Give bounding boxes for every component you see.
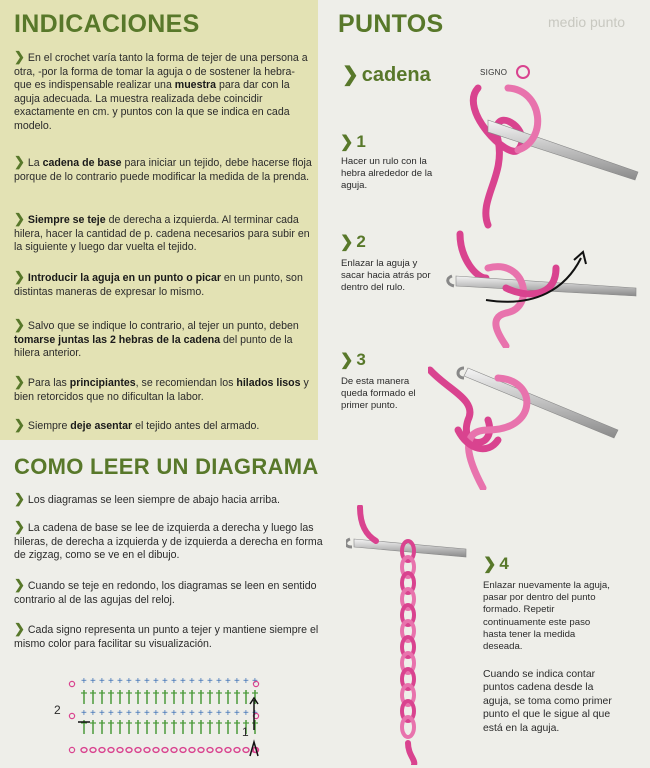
step-1-illustration [448,80,648,230]
svg-text:+: + [135,708,141,719]
svg-text:+: + [180,708,186,719]
step-2-number: ❯ 2 [340,232,366,251]
signo-label: SIGNO [480,68,508,77]
chevron-right-icon: ❯ [14,211,25,226]
indicacion-text: En el crochet varía tanto la forma de tejer de una persona a otra, -por la forma de tomar la aguja o de sostener la hebra- que es indispensable realizar una [14,52,308,92]
como-leer-text: La cadena de base se lee de izquierda a derecha y luego las hileras, de derecha a izquierda y de izquierda a derecha en forma de zigzag, como se ve en el dibujo. [14,522,323,562]
indicacion-item: ❯ Para las principiantes, se recomiendan los hilados lisos y bien retorcidos que no dificultan la labor. [14,374,309,403]
stitch-plus: + [243,676,249,687]
stitch-plus: + [252,676,258,687]
stitch-plus: + [153,676,159,687]
como-leer-item [14,492,334,508]
indicaciones-title: INDICACIONES [14,10,200,38]
svg-text:+: + [81,708,87,719]
step-4-text: Enlazar nuevamente la aguja, pasar por dentro del punto formado. Repetir continuamente este paso hasta tener la medida deseada. [483,580,610,653]
como-leer-text: Los diagramas se leen siempre de abajo hacia arriba. [27,494,280,506]
stitch-plus: + [207,676,213,687]
contar-note: Cuando se indica contar puntos cadena desde la aguja, se toma como primer punto el que le sigue al que está en la aguja. [483,669,612,734]
chevron-right-icon: ❯ [14,491,25,506]
indicacion-text: Siempre [27,420,71,432]
stitch-plus: + [90,676,96,687]
chevron-right-icon: ❯ [14,621,25,636]
indicacion-text: de derecha a izquierda. Al terminar cada hilera, hacer la cantidad de p. cadena necesarios para subir en la siguiente y luego dar vuelta el tejido. [14,214,310,254]
stitch-plus: + [234,676,240,687]
svg-text:+: + [189,708,195,719]
chevron-right-icon: ❯ [14,317,25,332]
como-leer-item [14,578,334,607]
stitch-plus: + [99,676,105,687]
como-leer-title: COMO LEER UN DIAGRAMA [14,454,319,479]
cadena-heading: ❯ cadena [342,64,431,86]
stitch-plus: + [144,676,150,687]
svg-text:+: + [171,708,177,719]
faded-header: medio punto [548,14,626,30]
svg-text:+: + [234,708,240,719]
chevron-right-icon: ❯ [14,49,25,64]
stitch-plus: + [225,676,231,687]
svg-text:+: + [108,708,114,719]
indicacion-bold: principiantes [69,377,136,389]
stitch-plus: + [81,676,87,687]
indicacion-bold: deje asentar [70,420,133,432]
indicacion-text: el tejido antes del armado. [132,420,260,432]
chevron-right-icon: ❯ [14,519,25,534]
indicacion-item [14,318,314,361]
svg-text:+: + [99,708,105,719]
indicacion-text: del punto de la hilera anterior. [14,333,293,360]
svg-text:+: + [153,708,159,719]
diagram-row-label-1: 1 [242,725,249,739]
indicacion-text: en un punto, son distintas maneras de expresar lo mismo. [14,272,303,298]
stitch-plus: + [171,676,177,687]
indicacion-text: para dar con la aguja adecuada. La muestra realizada debe coincidir exactamente en cm. y puntos con la que se indica en cada modelo. [14,79,290,132]
chevron-right-icon: ❯ [14,374,25,389]
svg-text:+: + [225,708,231,719]
puntos-title: PUNTOS [338,10,444,38]
svg-text:+: + [162,708,168,719]
indicacion-item [14,418,314,434]
indicacion-bold: hilados lisos [236,377,301,389]
step-4-number: ❯ 4 [483,554,509,573]
indicacion-item [14,155,314,184]
svg-text:+: + [216,708,222,719]
svg-text:+: + [207,708,213,719]
chevron-right-icon: ❯ [14,269,25,284]
svg-text:+: + [243,708,249,719]
svg-text:+: + [90,708,96,719]
svg-text:+: + [144,708,150,719]
step-4-illustration [346,505,476,765]
indicacion-text: para iniciar un tejido, debe hacerse floja porque de lo contrario puede modificar la medida de la prenda. [14,157,312,183]
indicacion-bold: Introducir la aguja en un punto o picar [27,272,221,284]
indicacion-bold: cadena de base [42,157,122,169]
step-3-text: De esta manera queda formado el primer punto. [341,376,416,412]
como-leer-item [14,622,334,651]
diagram-row-label-2: 2 [54,703,61,717]
chevron-right-icon: ❯ [14,154,25,169]
step-3-illustration [428,360,628,490]
indicacion-bold: muestra [174,79,216,92]
indicacion-item [14,50,314,134]
svg-text:+: + [198,708,204,719]
svg-text:+: + [252,708,258,719]
como-leer-item [14,520,334,563]
stitch-plus: + [162,676,168,687]
stitch-plus: + [117,676,123,687]
indicacion-item [14,212,314,255]
chevron-right-icon: ❯ [14,577,25,592]
indicacion-item [14,270,314,299]
stitch-plus: + [180,676,186,687]
step-1-number: ❯ 1 [340,132,366,151]
chain-symbol-icon [516,65,530,79]
indicacion-bold: Siempre se teje [27,214,106,226]
step-1-text: Hacer un rulo con la hebra alrededor de la aguja. [341,156,433,192]
stitch-plus: + [108,676,114,687]
indicacion-text: La [27,157,43,169]
stitch-plus: + [135,676,141,687]
como-leer-text: Cada signo representa un punto a tejer y mantiene siempre el mismo color para facilitar su visualización. [14,624,319,650]
svg-text:+: + [117,708,123,719]
stitch-plus: + [126,676,132,687]
svg-text:+: + [126,708,132,719]
step-2-illustration [446,228,646,348]
como-leer-text: Cuando se teje en redondo, los diagramas se leen en sentido contrario al de las agujas del reloj. [14,580,317,606]
stitch-plus: + [216,676,222,687]
chevron-right-icon: ❯ [14,417,25,432]
stitch-plus: + [189,676,195,687]
crochet-diagram [50,672,270,762]
indicacion-text: Salvo que se indique lo contrario, al tejer un punto, deben [27,320,299,332]
step-3-number: ❯ 3 [340,350,366,369]
stitch-plus: + [198,676,204,687]
step-2-text: Enlazar la aguja y sacar hacia atrás por dentro del rulo. [341,258,431,294]
indicacion-bold: tomarse juntas las 2 hebras de la cadena [14,333,221,346]
indicacion-text: Para las [27,377,70,389]
